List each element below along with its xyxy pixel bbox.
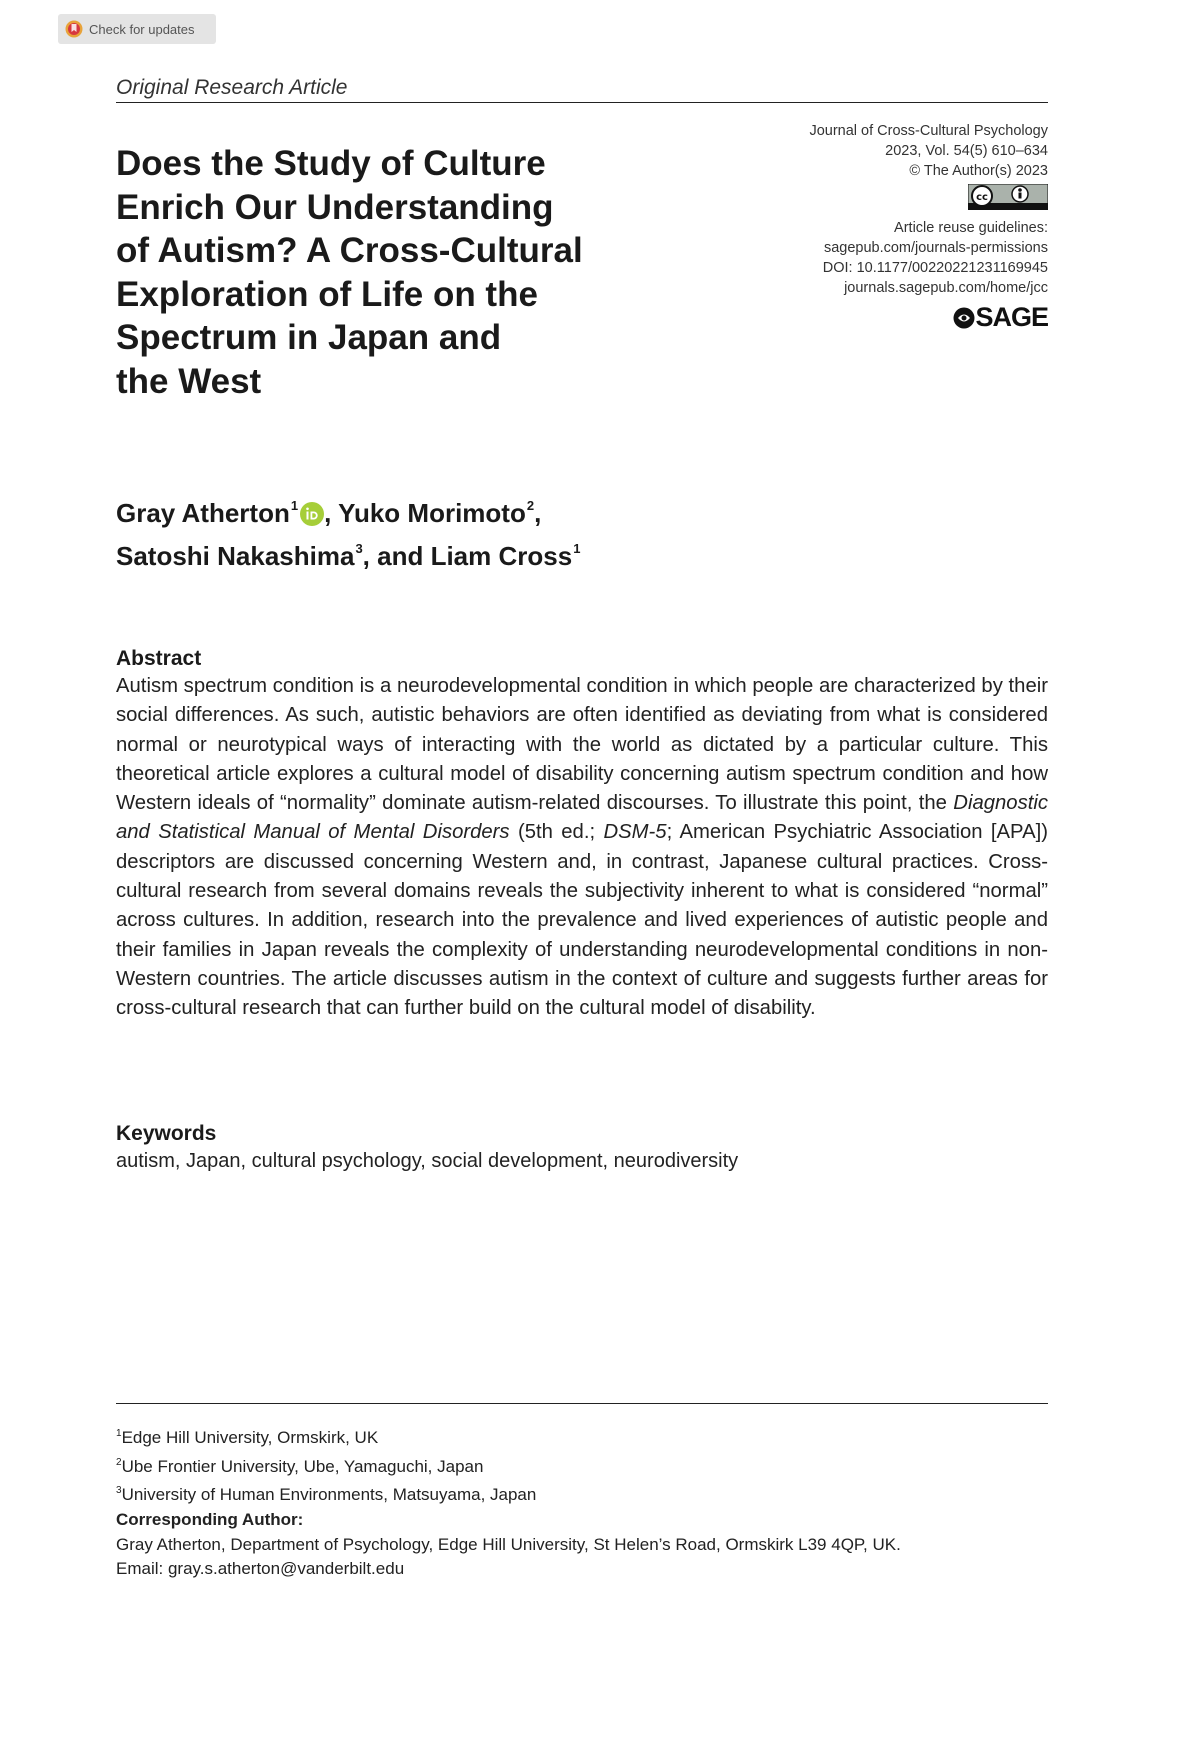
header-divider (116, 102, 1048, 103)
author-name[interactable]: Yuko Morimoto (338, 498, 526, 528)
corresponding-address: Gray Atherton, Department of Psychology, Edge Hill University, St Helen’s Road, Ormskirk L39 4QP, UK. (116, 1534, 901, 1554)
affiliation-item (116, 1422, 536, 1451)
journal-home-link[interactable]: journals.sagepub.com/home/jcc (844, 280, 1048, 296)
abstract-italic-abbrev: DSM-5 (603, 821, 667, 844)
footnote-divider (116, 1403, 1048, 1404)
affiliation-item (116, 1451, 536, 1480)
affiliation-text: Edge Hill University, Ormskirk, UK (121, 1428, 379, 1447)
check-for-updates-badge[interactable] (58, 14, 216, 44)
doi[interactable]: DOI: 10.1177/00220221231169945 (822, 260, 1048, 276)
author-affiliation-mark: 2 (526, 498, 535, 513)
journal-meta (688, 121, 1048, 298)
abstract-segment: Autism spectrum condition is a neurodevelopmental condition in which people are characterized by their social differences. As such, autistic behaviors are often identified as deviating from what is considered normal or neurotypical ways of interacting with the world as dictated by a particular culture. This theoretical article explores a cultural model of disability concerning autism spectrum condition and how Western ideals of “normality” dominate autism-related discourses. To illustrate this point, the (116, 675, 1048, 815)
abstract-italic-title: Diagnostic and Statistical Manual of Mental Disorders (116, 792, 1048, 844)
author-affiliation-mark: 1 (290, 498, 299, 513)
affiliation-mark: 2 (116, 1456, 122, 1468)
abstract-heading: Abstract (116, 647, 202, 670)
author-affiliation-mark: 1 (573, 541, 581, 556)
copyright-line: © The Author(s) 2023 (909, 163, 1048, 179)
reuse-guidelines-label: Article reuse guidelines: (894, 220, 1048, 236)
corresponding-author (116, 1508, 901, 1582)
author-name[interactable]: Gray Atherton (116, 498, 290, 528)
affiliation-mark: 3 (116, 1485, 122, 1497)
title-line: of Autism? A Cross-Cultural (116, 231, 583, 271)
abstract-text (116, 672, 1048, 1024)
affiliations (116, 1422, 536, 1508)
title-line: the West (116, 361, 262, 401)
orcid-icon[interactable] (300, 502, 324, 526)
abstract-segment: ; American Psychiatric Association [APA]) descriptors are discussed concerning Western and, in contrast, Japanese cultural practices. Cross-cultural research from several domains reveals the subjectivity inherent to what is considered “normal” across cultures. In addition, research into the prevalence and lived experiences of autistic people and their families in Japan reveals the complexity of understanding neurodevelopmental conditions in non-Western countries. The article discusses autism in the context of culture and suggests further areas for cross-cultural research that can further build on the cultural model of disability. (116, 821, 1048, 1020)
sage-mark-icon (953, 307, 975, 329)
title-line: Exploration of Life on the (116, 274, 538, 314)
publisher-name: SAGE (975, 302, 1048, 332)
affiliation-text: Ube Frontier University, Ube, Yamaguchi, Japan (121, 1456, 484, 1476)
article-type: Original Research Article (116, 76, 348, 99)
title-line: Spectrum in Japan and (116, 318, 502, 358)
title-line: Enrich Our Understanding (116, 187, 554, 227)
author-name[interactable]: Satoshi Nakashima (116, 541, 355, 571)
author-list: Gray Atherton$^1$ , Yuko Morimoto$^2$, Satoshi Nakashima$^3$, and Liam Cross$^1$ (116, 498, 581, 571)
keywords-heading: Keywords (116, 1122, 217, 1145)
sage-logo (953, 302, 1048, 333)
permissions-link[interactable]: sagepub.com/journals-permissions (823, 240, 1048, 256)
check-for-updates-label: Check for updates (89, 21, 195, 37)
abstract-segment: (5th ed.; (509, 821, 604, 844)
svg-text:cc: cc (976, 192, 988, 203)
corresponding-heading: Corresponding Author: (116, 1510, 304, 1529)
keywords-list: autism, Japan, cultural psychology, social development, neurodiversity (116, 1150, 739, 1172)
journal-volume: 2023, Vol. 54(5) 610–634 (885, 143, 1048, 159)
corresponding-email[interactable]: Email: gray.s.atherton@vanderbilt.edu (116, 1559, 405, 1579)
author-affiliation-mark: 3 (355, 541, 363, 556)
affiliation-item (116, 1479, 536, 1508)
author-name[interactable]: Liam Cross (430, 541, 573, 571)
article-title (116, 142, 676, 404)
journal-name: Journal of Cross-Cultural Psychology (809, 123, 1048, 139)
affiliation-text: University of Human Environments, Matsuyama, Japan (121, 1485, 537, 1505)
title-line: Does the Study of Culture (116, 144, 546, 183)
affiliation-mark: 1 (116, 1428, 122, 1439)
crossmark-icon (65, 20, 83, 38)
creative-commons-by-icon (968, 184, 1048, 210)
